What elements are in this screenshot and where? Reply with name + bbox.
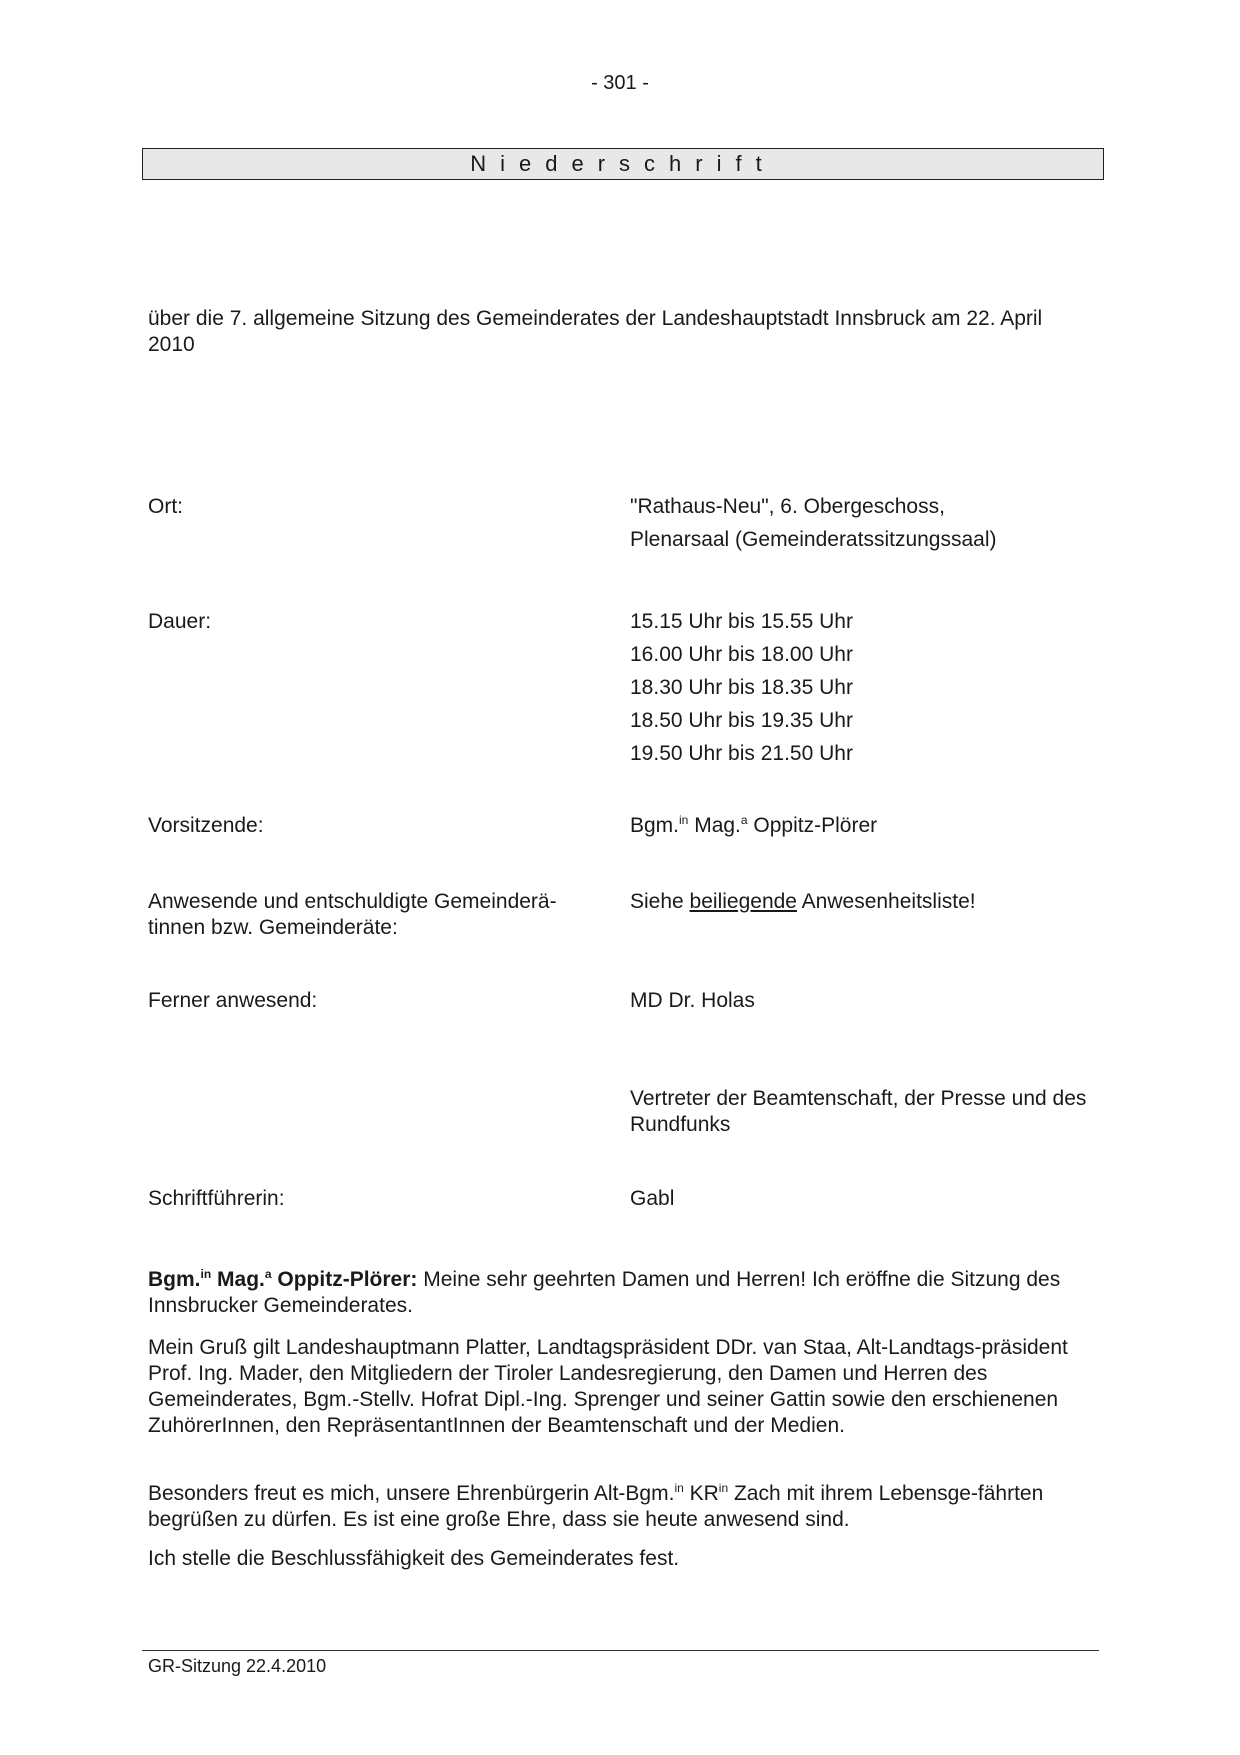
vorsitzende-title: Bgm. bbox=[630, 814, 680, 837]
p3-sup-2: in bbox=[718, 1481, 729, 1495]
vorsitzende-title-sup: in bbox=[679, 813, 689, 827]
schrift-value: Gabl bbox=[630, 1187, 675, 1210]
ort-line: Plenarsaal (Gemeinderatssitzungssaal) bbox=[630, 528, 997, 551]
ort-label: Ort: bbox=[148, 495, 183, 518]
intro-text: über die 7. allgemeine Sitzung des Gemeinderates der Landeshauptstadt Innsbruck am 22. April 2010 bbox=[148, 307, 1043, 356]
dauer-line: 16.00 Uhr bis 18.00 Uhr bbox=[630, 643, 853, 666]
dauer-label: Dauer: bbox=[148, 610, 212, 633]
anwesende-value-underlined: beiliegende bbox=[689, 890, 797, 913]
speech-paragraph-3 bbox=[148, 1481, 1078, 1533]
anwesende-label: Anwesende und entschuldigte Gemeinderä-tinnen bzw. Gemeinderäte: bbox=[148, 890, 557, 939]
speech-paragraph-4: Ich stelle die Beschlussfähigkeit des Gemeinderates fest. bbox=[148, 1547, 680, 1570]
dauer-value bbox=[630, 605, 1100, 770]
p3-sup-1: in bbox=[674, 1481, 684, 1495]
schrift-label: Schriftführerin: bbox=[148, 1187, 285, 1210]
document-title: Niederschrift bbox=[142, 148, 1104, 180]
ort-value bbox=[630, 490, 1100, 556]
vorsitzende-label: Vorsitzende: bbox=[148, 814, 264, 837]
vorsitzende-name: Oppitz-Plörer bbox=[753, 814, 878, 837]
footer-text: GR-Sitzung 22.4.2010 bbox=[148, 1656, 327, 1676]
speaker-title-sup: in bbox=[200, 1267, 212, 1281]
p3-part-c: Zach mit ihrem Lebensge-fährten begrüßen zu dürfen. Es ist eine große Ehre, dass sie heute anwesend sind. bbox=[148, 1482, 1044, 1531]
vorsitzende-degree-sup: a bbox=[740, 813, 748, 827]
speaker-degree: Mag. bbox=[217, 1268, 265, 1291]
ferner-label: Ferner anwesend: bbox=[148, 989, 318, 1012]
ort-line: "Rathaus-Neu", 6. Obergeschoss, bbox=[630, 495, 945, 518]
speech-opening bbox=[148, 1267, 1078, 1319]
speaker bbox=[148, 1268, 417, 1291]
speaker-degree-sup: a bbox=[264, 1267, 272, 1281]
footer-divider bbox=[142, 1650, 1099, 1651]
ferner-value-1: MD Dr. Holas bbox=[630, 989, 755, 1012]
anwesende-value-pre: Siehe bbox=[630, 890, 690, 913]
ferner-value-2: Vertreter der Beamtenschaft, der Presse und des Rundfunks bbox=[630, 1087, 1087, 1136]
dauer-line: 19.50 Uhr bis 21.50 Uhr bbox=[630, 742, 853, 765]
speech-opening-text: Meine sehr geehrten Damen und Herren! Ich eröffne die Sitzung des Innsbrucker Gemeinderates. bbox=[148, 1268, 1061, 1317]
vorsitzende-degree: Mag. bbox=[694, 814, 741, 837]
speaker-name: Oppitz-Plörer: bbox=[277, 1268, 418, 1291]
p3-part-b: KR bbox=[683, 1482, 719, 1505]
dauer-line: 18.30 Uhr bis 18.35 Uhr bbox=[630, 676, 853, 699]
anwesende-value-post: Anwesenheitsliste! bbox=[796, 890, 976, 913]
page-number: - 301 - bbox=[591, 72, 649, 94]
speech-paragraph-2: Mein Gruß gilt Landeshauptmann Platter, Landtagspräsident DDr. van Staa, Alt-Landtags-präsident Prof. Ing. Mader, den Mitgliedern der Tiroler Landesregierung, den Damen und Herren des Gemeinderates, Bgm.-Stellv. Hofrat Dipl.-Ing. Sprenger und seiner Gattin sowie den erschienenen ZuhörerInnen, den RepräsentantInnen der Beamtenschaft und der Medien. bbox=[148, 1336, 1068, 1437]
dauer-line: 18.50 Uhr bis 19.35 Uhr bbox=[630, 709, 853, 732]
vorsitzende-value bbox=[630, 813, 1100, 839]
p3-part-a: Besonders freut es mich, unsere Ehrenbürgerin Alt-Bgm. bbox=[148, 1482, 675, 1505]
anwesende-value bbox=[630, 889, 1100, 915]
dauer-line: 15.15 Uhr bis 15.55 Uhr bbox=[630, 610, 853, 633]
speaker-title: Bgm. bbox=[148, 1268, 201, 1291]
